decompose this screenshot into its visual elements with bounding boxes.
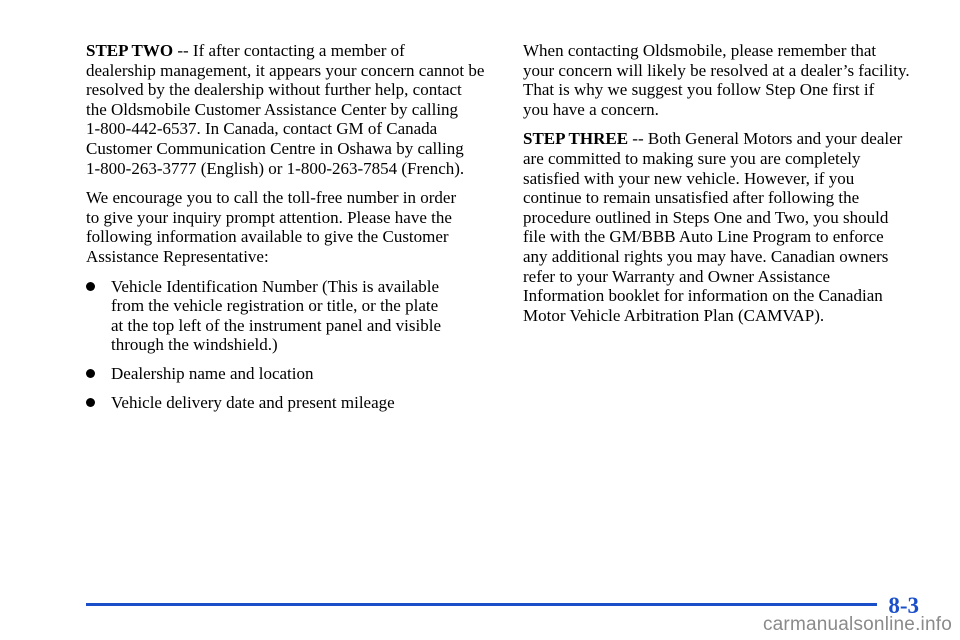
encourage-paragraph <box>86 188 496 266</box>
bullet-line: at the top left of the instrument panel and visible <box>111 315 441 335</box>
contacting-paragraph <box>523 41 933 119</box>
step-two-heading: STEP TWO <box>86 41 174 60</box>
step-two-line: Customer Communication Centre in Oshawa by calling <box>86 138 464 158</box>
step-three-line-1-text: -- Both General Motors and your dealer <box>628 129 903 149</box>
bullet-icon <box>86 282 95 291</box>
watermark-text: carmanualsonline.info <box>762 614 952 635</box>
step-three-line: any additional rights you may have. Canadian owners <box>523 246 889 266</box>
step-two-line: 1-800-263-3777 (English) or 1-800-263-7854 (French). <box>86 158 465 178</box>
step-two-line-1 <box>86 41 496 61</box>
bullet-item-delivery <box>86 393 496 413</box>
step-two-line: dealership management, it appears your concern cannot be <box>86 60 485 80</box>
step-three-heading: STEP THREE <box>523 129 629 149</box>
contacting-line: That is why we suggest you follow Step One first if <box>523 80 875 100</box>
bullet-line: Dealership name and location <box>111 363 314 383</box>
step-two-paragraph <box>86 41 496 178</box>
page-number: 8-3 <box>888 593 919 618</box>
step-three-line: Motor Vehicle Arbitration Plan (CAMVAP). <box>523 305 825 325</box>
step-three-line: procedure outlined in Steps One and Two, you should <box>523 207 889 227</box>
right-column <box>523 41 933 335</box>
step-three-line-1 <box>523 129 933 149</box>
contacting-line: When contacting Oldsmobile, please remember that <box>523 41 877 60</box>
bullet-line: from the vehicle registration or title, or the plate <box>111 296 439 316</box>
bullet-icon <box>86 398 95 407</box>
step-three-line: file with the GM/BBB Auto Line Program to enforce <box>523 227 884 247</box>
step-three-line: are committed to making sure you are completely <box>523 148 861 168</box>
step-three-line: refer to your Warranty and Owner Assistance <box>523 266 831 286</box>
bullet-item-dealership <box>86 364 496 384</box>
step-two-line-1-text: -- If after contacting a member of <box>173 41 405 60</box>
step-two-line: resolved by the dealership without further help, contact <box>86 80 462 100</box>
step-two-line: 1-800-442-6537. In Canada, contact GM of Canada <box>86 119 438 139</box>
encourage-line: We encourage you to call the toll-free number in order <box>86 188 457 208</box>
contacting-line: your concern will likely be resolved at a dealer’s facility. <box>523 60 910 80</box>
encourage-line: following information available to give the Customer <box>86 227 449 247</box>
step-three-line: continue to remain unsatisfied after following the <box>523 188 860 208</box>
bullet-icon <box>86 369 95 378</box>
info-bullet-list <box>86 277 496 413</box>
left-column <box>86 41 496 421</box>
step-three-paragraph <box>523 129 933 325</box>
bullet-line: Vehicle Identification Number (This is available <box>111 276 440 296</box>
step-three-line: Information booklet for information on the Canadian <box>523 286 883 306</box>
encourage-line: Assistance Representative: <box>86 246 269 266</box>
contacting-line: you have a concern. <box>523 99 659 119</box>
step-three-line: satisfied with your new vehicle. However, if you <box>523 168 855 188</box>
bullet-item-vin <box>86 277 496 355</box>
step-two-line: the Oldsmobile Customer Assistance Center by calling <box>86 99 459 119</box>
encourage-line: to give your inquiry prompt attention. Please have the <box>86 207 452 227</box>
footer-rule <box>86 603 877 606</box>
bullet-line: Vehicle delivery date and present mileage <box>111 392 395 412</box>
bullet-line: through the windshield.) <box>111 335 278 355</box>
